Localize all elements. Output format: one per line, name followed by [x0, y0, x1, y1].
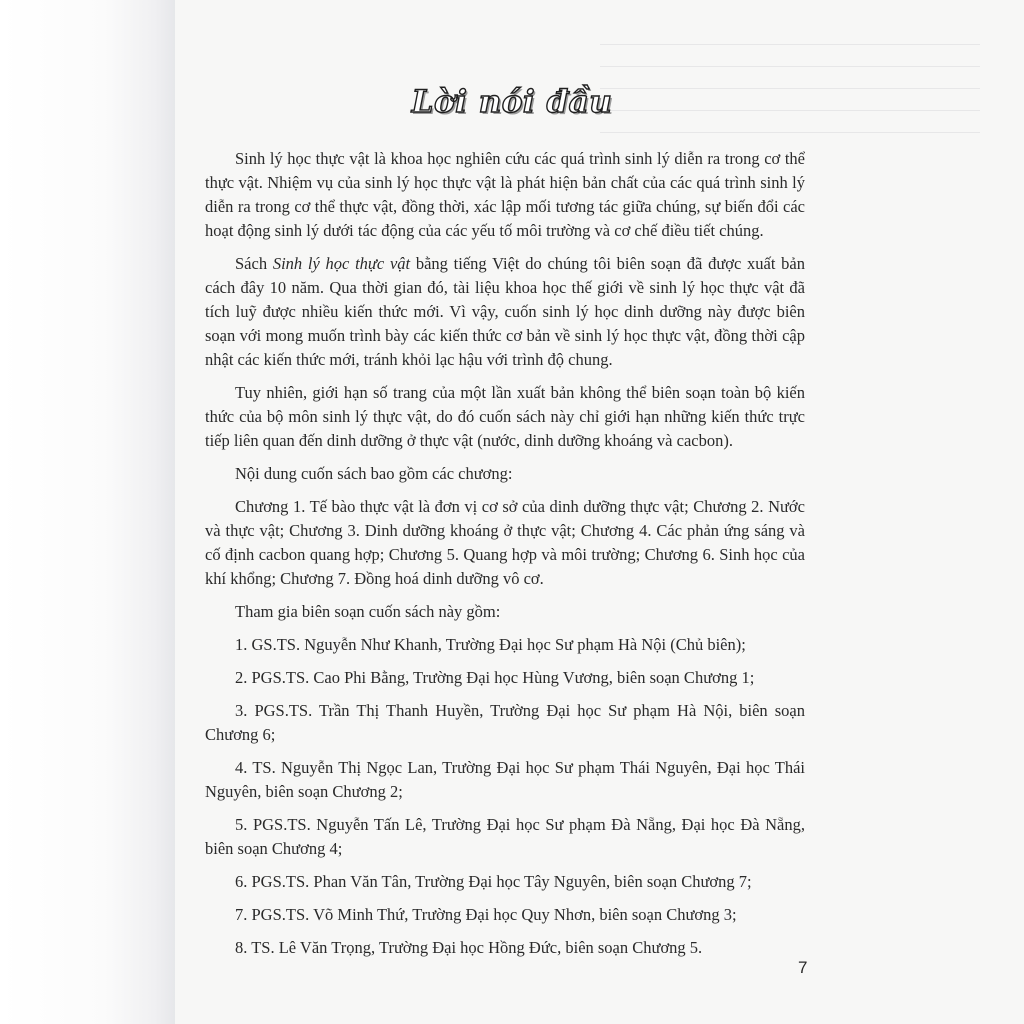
author-item: 6. PGS.TS. Phan Văn Tân, Trường Đại học Tây Nguyên, biên soạn Chương 7; — [235, 872, 752, 891]
binding-shadow — [0, 0, 175, 1024]
page-number: 7 — [798, 958, 808, 977]
author-item: 8. TS. Lê Văn Trọng, Trường Đại học Hồng Đức, biên soạn Chương 5. — [235, 938, 703, 957]
page-title: Lời nói đầu — [411, 84, 613, 120]
author-item: 1. GS.TS. Nguyễn Như Khanh, Trường Đại học Sư phạm Hà Nội (Chủ biên); — [235, 635, 746, 654]
chapters-paragraph: Chương 1. Tế bào thực vật là đơn vị cơ sở của dinh dưỡng thực vật; Chương 2. Nước và thực vật; Chương 3. Dinh dưỡng khoáng ở thực vật; Chương 4. Các phản ứng sáng và cố định cacbon quang hợp; Chương 5. Quang hợp và môi trường; Chương 6. Sinh học của khí khổng; Chương 7. Đồng hoá dinh dưỡng vô cơ. — [205, 497, 805, 588]
intro-paragraph: Sinh lý học thực vật là khoa học nghiên cứu các quá trình sinh lý diễn ra trong cơ thể thực vật. Nhiệm vụ của sinh lý học thực vật là phát hiện bản chất của các quá trình sinh lý diễn ra trong cơ thể thực vật, đồng thời, xác lập mối tương tác giữa chúng, sự biến đổi các hoạt động sinh lý dưới tác động của các yếu tố môi trường và cơ chế điều tiết chúng. — [205, 149, 805, 240]
book-paragraph-lead: Sách — [235, 254, 273, 273]
scope-paragraph: Tuy nhiên, giới hạn số trang của một lần xuất bản không thể biên soạn toàn bộ kiến thức của bộ môn sinh lý thực vật, do đó cuốn sách này chỉ giới hạn những kiến thức trực tiếp liên quan đến dinh dưỡng ở thực vật (nước, dinh dưỡng khoáng và cacbon). — [205, 383, 805, 450]
book-paragraph-rest: bằng tiếng Việt do chúng tôi biên soạn đã được xuất bản cách đây 10 năm. Qua thời gian đó, tài liệu khoa học thế giới về sinh lý học thực vật đã tích luỹ được nhiều kiến thức mới. Vì vậy, cuốn sinh lý học dinh dưỡng này được biên soạn với mong muốn trình bày các kiến thức cơ bản về sinh lý học thực vật, đồng thời cập nhật các kiến thức mới, tránh khỏi lạc hậu với trình độ chung. — [205, 254, 806, 369]
contents-intro: Nội dung cuốn sách bao gồm các chương: — [235, 464, 513, 483]
book-title: Sinh lý học thực vật — [272, 254, 411, 273]
page-body — [205, 147, 805, 969]
authors-intro: Tham gia biên soạn cuốn sách này gồm: — [235, 602, 501, 621]
author-item: 4. TS. Nguyễn Thị Ngọc Lan, Trường Đại học Sư phạm Thái Nguyên, Đại học Thái Nguyên, biên soạn Chương 2; — [205, 758, 805, 801]
author-item: 3. PGS.TS. Trần Thị Thanh Huyền, Trường Đại học Sư phạm Hà Nội, biên soạn Chương 6; — [205, 701, 805, 744]
book-paragraph — [205, 252, 805, 372]
author-item: 2. PGS.TS. Cao Phi Bằng, Trường Đại học Hùng Vương, biên soạn Chương 1; — [235, 668, 755, 687]
author-item: 5. PGS.TS. Nguyễn Tấn Lê, Trường Đại học Sư phạm Đà Nẵng, Đại học Đà Nẵng, biên soạn Chương 4; — [205, 815, 805, 858]
author-item: 7. PGS.TS. Võ Minh Thứ, Trường Đại học Quy Nhơn, biên soạn Chương 3; — [235, 905, 737, 924]
